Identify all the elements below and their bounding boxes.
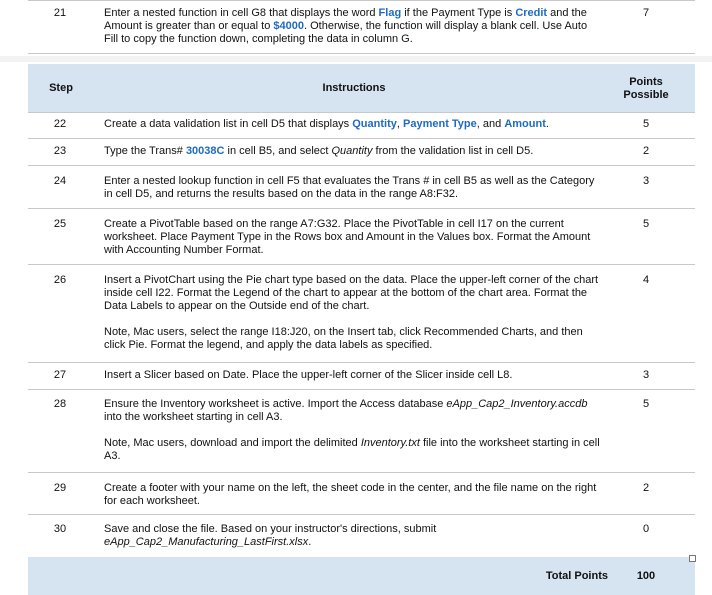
instruction-text: Insert a Slicer based on Date. Place the upper-left corner of the Slicer inside cell L8. [104,369,513,381]
instruction-text: Enter a nested function in cell G8 that displays the word Flag if the Payment Type is Credit and the Amount is greater than or equal to $4000. Otherwise, the function will display a blank cell. Use Auto Fill to copy the function down, completing the data in column G. [104,7,588,45]
points-value: 5 [642,398,650,410]
step-number: 29 [53,482,67,494]
row-divider [28,112,695,113]
step-number: 23 [53,145,67,157]
points-value: 4 [642,274,650,286]
instruction-text: Create a footer with your name on the left, the sheet code in the center, and the file name on the right for each worksheet. [104,482,597,507]
header-points: Points Possible [623,76,669,101]
total-points-value: 100 [636,570,656,582]
row-divider [28,472,695,473]
points-value: 2 [642,482,650,494]
table-footer [28,557,695,595]
points-value: 2 [642,145,650,157]
row-divider [28,264,695,265]
points-value: 3 [642,175,650,187]
points-value: 5 [642,118,650,130]
instruction-text: Create a data validation list in cell D5 that displays Quantity, Payment Type, and Amount. [104,118,549,130]
instruction-text: Type the Trans# 30038C in cell B5, and select Quantity from the validation list in cell D5. [104,145,534,157]
points-value: 3 [642,369,650,381]
top-border [28,0,695,1]
step-number: 22 [53,118,67,130]
instruction-text: Enter a nested lookup function in cell F5 that evaluates the Trans # in cell B5 as well as the Category in cell D5, and returns the results based on the data in the range A8:F32. [104,175,595,200]
points-value: 5 [642,218,650,230]
instruction-text: Insert a PivotChart using the Pie chart type based on the data. Place the upper-left corner of the chart inside cell I22. Format the Legend of the chart to appear at the bottom of the chart area. Format the Data Labels to appear on the Outside end of the chart. Note, Mac users, select the range I18:J20, on the Insert tab, click Recommended Charts, and then click Pie. Format the legend, and apply the data labels as specified. [104,274,599,351]
step-number: 28 [53,398,67,410]
total-points-label: Total Points [545,570,608,582]
header-instructions: Instructions [322,82,386,94]
step-number: 26 [53,274,67,286]
table-header [28,64,695,112]
instruction-text [104,398,604,463]
step-number: 21 [53,7,67,19]
row-divider [28,389,695,390]
points-value: 7 [642,7,650,19]
step-number: 30 [53,523,67,535]
row-divider [28,362,695,363]
page-gap [0,56,712,62]
row-divider [28,514,695,515]
step-number: 27 [53,369,67,381]
header-step: Step [49,82,73,94]
step-number: 25 [53,218,67,230]
resize-handle[interactable] [689,555,696,562]
row-divider [28,208,695,209]
points-value: 0 [642,523,650,535]
paragraph: Note, Mac users, download and import the delimited Inventory.txt file into the worksheet starting in cell A3. [104,437,600,462]
paragraph: Ensure the Inventory worksheet is active. Import the Access database eApp_Cap2_Inventory.accdb into the worksheet starting in cell A3. [104,398,588,423]
instruction-text: Create a PivotTable based on the range A7:G32. Place the PivotTable in cell I17 on the current worksheet. Place Payment Type in the Rows box and Amount in the Values box. Format the Amount with Accounting Number Format. [104,218,591,256]
row-divider [28,53,695,54]
row-divider [28,138,695,139]
step-number: 24 [53,175,67,187]
row-divider [28,165,695,166]
instruction-text: Save and close the file. Based on your instructor's directions, submit eApp_Cap2_Manufacturing_LastFirst.xlsx. [104,523,437,548]
